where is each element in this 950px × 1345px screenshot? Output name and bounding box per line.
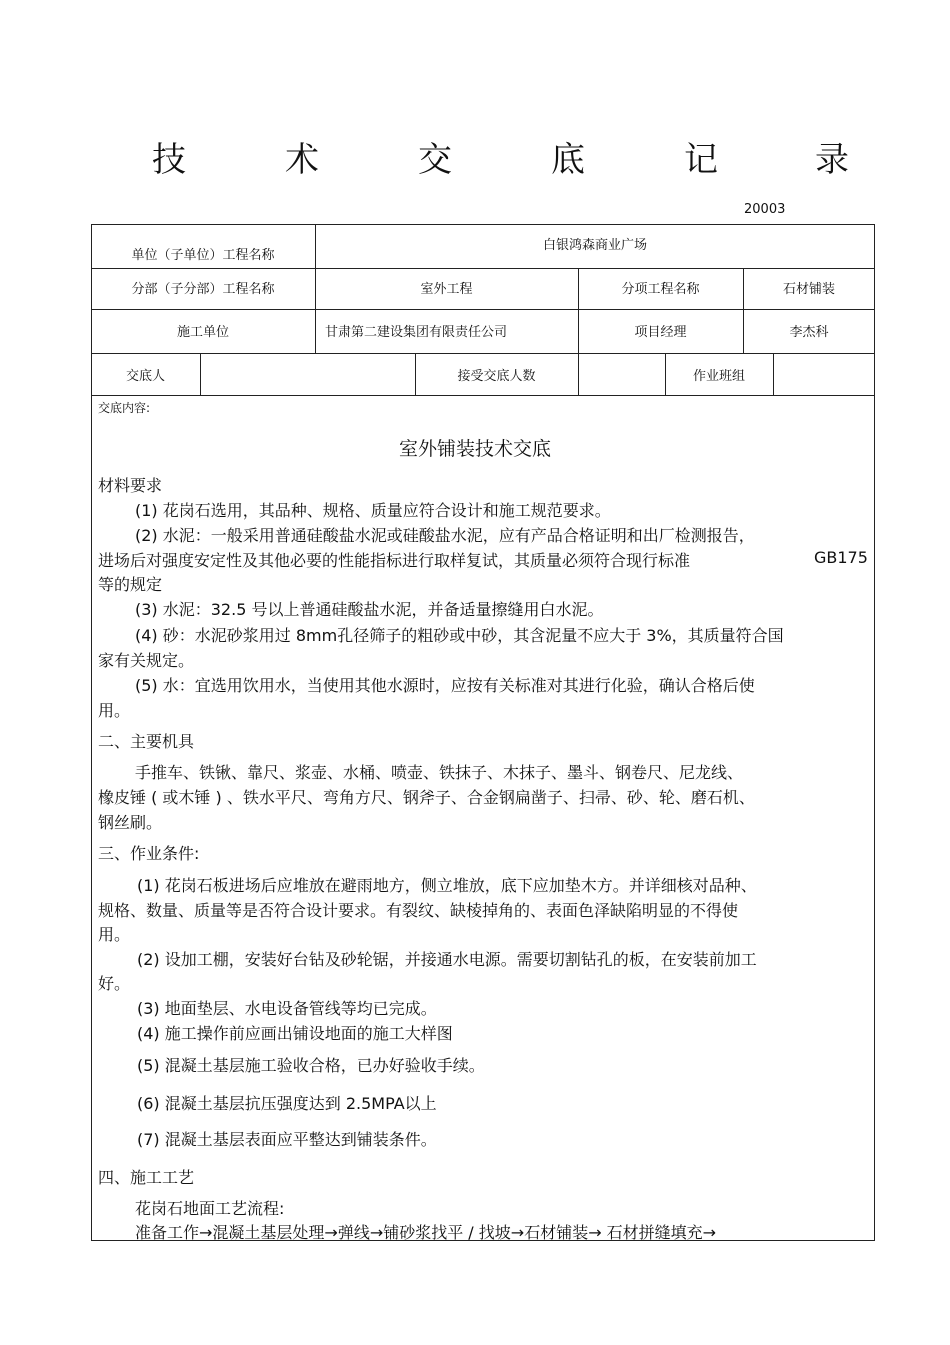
pm-value: 李杰科: [789, 325, 829, 340]
body-text: 准备工作→混凝土基层处理→弹线→铺砂浆找平 / 找坡→石材铺装→ 石材拼缝填充→: [135, 1223, 717, 1242]
content-label: 交底内容:: [98, 401, 151, 415]
team-label: 作业班组: [692, 369, 745, 384]
body-text: (2) 设加工棚，安装好台钻及砂轮锯，并接通水电源。需要切割钻孔的板，在安装前加工: [137, 950, 757, 969]
contractor-value: 甘肃第二建设集团有限责任公司: [325, 325, 508, 340]
body-text: (5) 水：宜选用饮用水，当使用其他水源时，应按有关标准对其进行化验，确认合格后使: [135, 676, 755, 695]
division-value: 室外工程: [420, 282, 473, 297]
contractor-label: 施工单位: [176, 325, 229, 340]
row-divider: [91, 309, 875, 310]
document-number: 20003: [744, 202, 786, 217]
unit-label: 单位（子单位）工程名称: [131, 248, 275, 263]
body-text: (5) 混凝土基层施工验收合格，已办好验收手续。: [137, 1056, 485, 1075]
col-divider: [773, 353, 774, 395]
unit-value: 白银鸿森商业广场: [542, 238, 647, 253]
row-divider: [91, 395, 875, 396]
title-char: 术: [285, 140, 319, 180]
body-text: 等的规定: [98, 575, 163, 594]
section-heading: 二、主要机具: [98, 732, 195, 751]
discloser-label: 交底人: [125, 369, 165, 384]
body-text: (7) 混凝土基层表面应平整达到铺装条件。: [137, 1130, 437, 1149]
body-text: 橡皮锤 ( 或木锤 ) 、铁水平尺、弯角方尺、钢斧子、合金钢扁凿子、扫帚、砂、轮、磨石机、: [98, 788, 755, 807]
body-text: (2) 水泥：一般采用普通硅酸盐水泥或硅酸盐水泥，应有产品合格证明和出厂检测报告，: [135, 526, 755, 545]
body-text: (3) 地面垫层、水电设备管线等均已完成。: [137, 999, 437, 1018]
body-text: 规格、数量、质量等是否符合设计要求。有裂纹、缺棱掉角的、表面色泽缺陷明显的不得使: [98, 901, 739, 920]
col-divider: [200, 353, 201, 395]
subitem-label: 分项工程名称: [621, 282, 700, 297]
title-char: 底: [551, 140, 585, 180]
title-char: 录: [815, 140, 849, 180]
body-text: 家有关规定。: [98, 651, 195, 670]
body-text: 花岗石地面工艺流程:: [135, 1199, 285, 1218]
body-text: (1) 花岗石板进场后应堆放在避雨地方，侧立堆放，底下应加垫木方。并详细核对品种、: [137, 876, 757, 895]
body-text: 进场后对强度安定性及其他必要的性能指标进行取样复试，其质量必须符合现行标准: [98, 551, 691, 570]
body-text: (6) 混凝土基层抗压强度达到 2.5MPA以上: [137, 1094, 437, 1113]
row-divider: [91, 353, 875, 354]
body-text: 用。: [98, 701, 131, 720]
title-char: 技: [152, 140, 186, 180]
receivers-label: 接受交底人数: [457, 369, 536, 384]
body-text: (4) 砂：水泥砂浆用过 8mm孔径筛子的粗砂或中砂，其含泥量不应大于 3%，其质量符合国: [135, 626, 784, 645]
body-text: GB175: [814, 548, 868, 567]
body-text: 用。: [98, 925, 131, 944]
body-text: (4) 施工操作前应画出铺设地面的施工大样图: [137, 1024, 453, 1043]
document-title: [0, 132, 950, 182]
section-heading: 材料要求: [98, 476, 163, 495]
col-divider: [578, 353, 579, 395]
subitem-value: 石材铺装: [782, 282, 835, 297]
title-char: 记: [684, 140, 718, 180]
body-text: 钢丝刷。: [98, 813, 163, 832]
body-text: 手推车、铁锹、靠尺、浆壶、水桶、喷壶、铁抹子、木抹子、墨斗、钢卷尺、尼龙线、: [135, 763, 744, 782]
content-title: 室外铺装技术交底: [398, 438, 551, 460]
body-text: 好。: [98, 974, 131, 993]
title-char: 交: [418, 140, 452, 180]
section-heading: 四、施工工艺: [98, 1168, 195, 1187]
pm-label: 项目经理: [634, 325, 687, 340]
division-label: 分部（子分部）工程名称: [131, 282, 275, 297]
section-heading: 三、作业条件:: [98, 844, 200, 863]
body-text: (1) 花岗石选用，其品种、规格、质量应符合设计和施工规范要求。: [135, 501, 611, 520]
body-text: (3) 水泥：32.5 号以上普通硅酸盐水泥，并备适量擦缝用白水泥。: [135, 600, 604, 619]
row-divider: [91, 268, 875, 269]
